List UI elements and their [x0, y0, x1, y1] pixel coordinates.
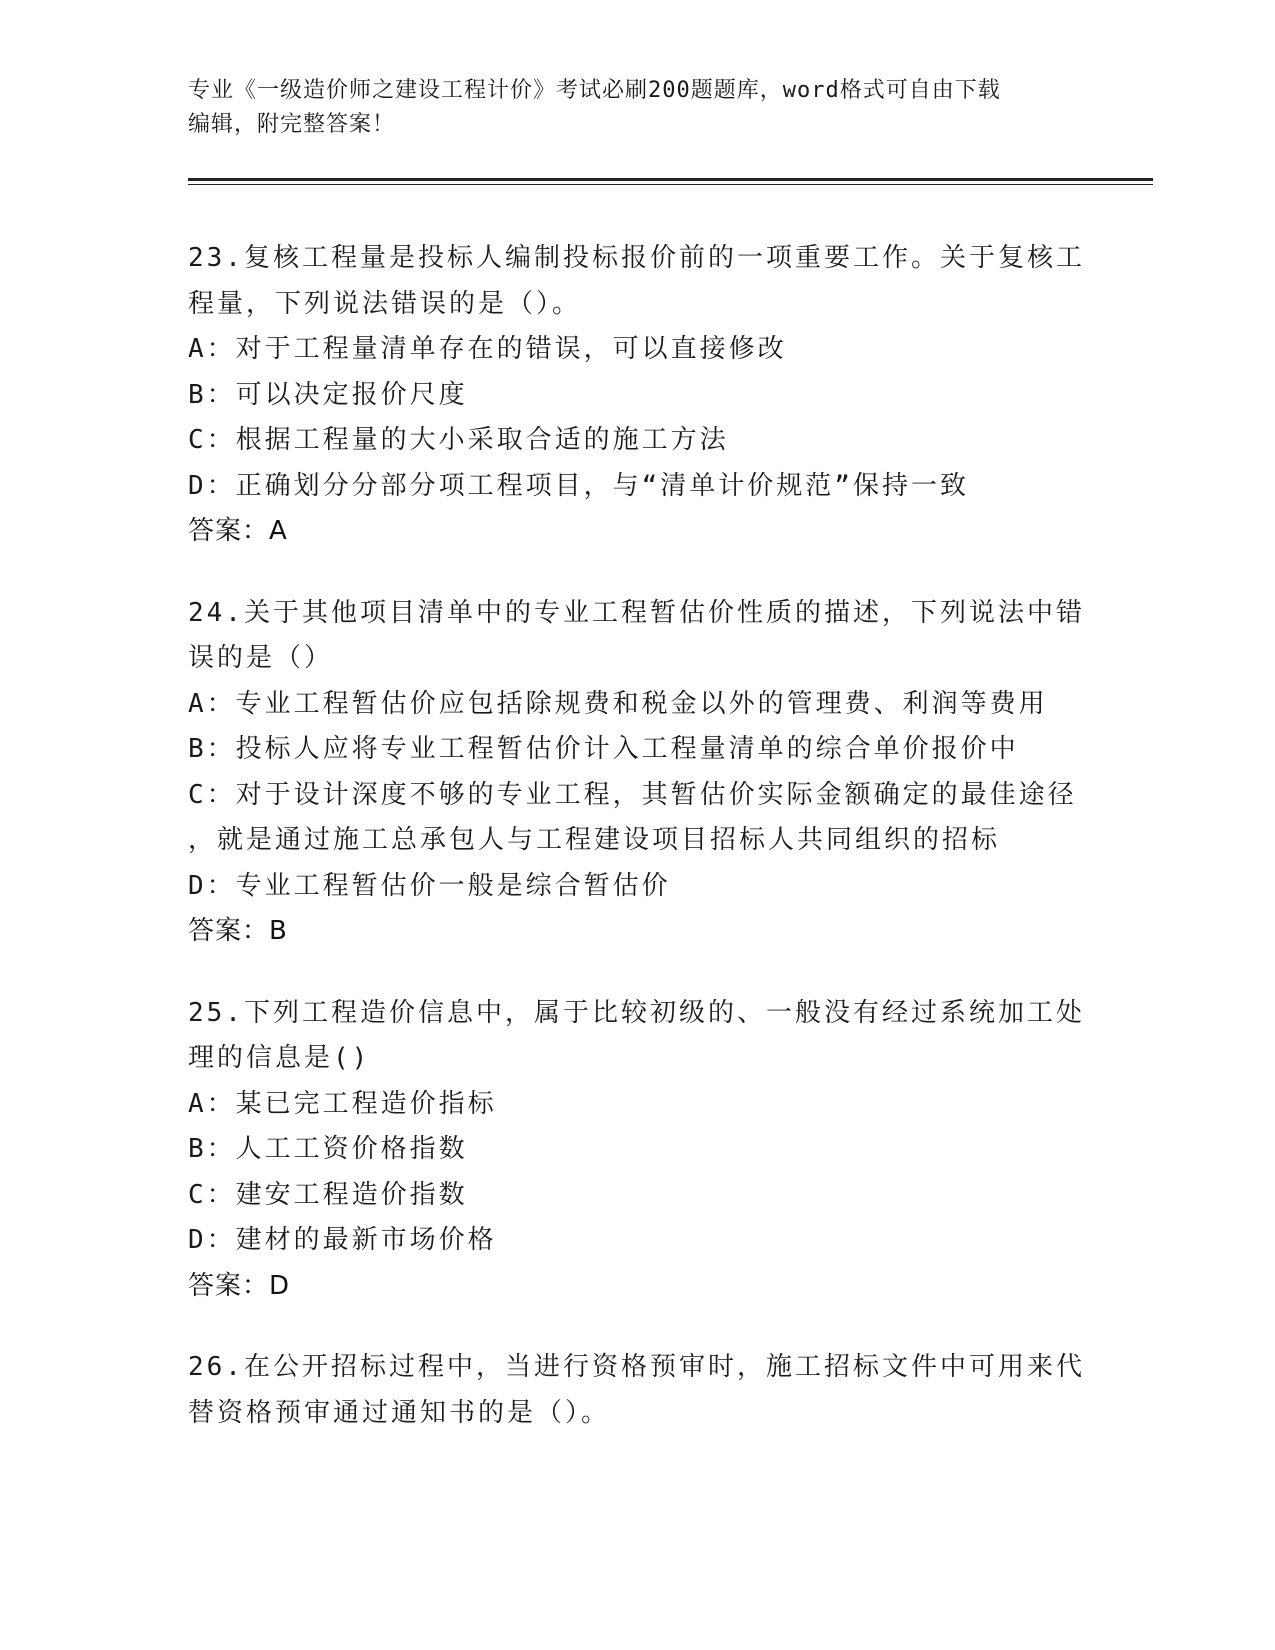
option-b: B：人工工资价格指数 [188, 1134, 468, 1164]
question-24 [188, 591, 1088, 955]
header-divider-thick [188, 178, 1153, 181]
question-stem-line: 理的信息是() [188, 1043, 371, 1073]
answer-label: 答案：D [188, 1270, 291, 1301]
option-d: D：建材的最新市场价格 [188, 1225, 497, 1255]
question-stem-line: 23.复核工程量是投标人编制投标报价前的一项重要工作。关于复核工 [188, 243, 1085, 273]
question-25 [188, 991, 1088, 1310]
option-b: B：投标人应将专业工程暂估价计入工程量清单的综合单价报价中 [188, 734, 1019, 764]
option-a: A：对于工程量清单存在的错误，可以直接修改 [188, 334, 787, 364]
document-header [188, 74, 1088, 142]
question-stem-line: 24.关于其他项目清单中的专业工程暂估价性质的描述，下列说法中错 [188, 597, 1085, 628]
question-stem-line: 替资格预审通过通知书的是（）。 [188, 1397, 611, 1428]
question-stem-line: 26.在公开招标过程中，当进行资格预审时，施工招标文件中可用来代 [188, 1352, 1085, 1382]
answer-label: 答案：A [188, 516, 288, 546]
option-c-continued: ，就是通过施工总承包人与工程建设项目招标人共同组织的招标 [188, 825, 1001, 855]
option-b: B：可以决定报价尺度 [188, 379, 468, 410]
question-23 [188, 236, 1088, 555]
header-line: 专业《一级造价师之建设工程计价》考试必刷200题题库，word格式可自由下载 [188, 78, 1001, 103]
answer-label: 答案：B [188, 916, 288, 946]
question-stem-line: 程量，下列说法错误的是（）。 [188, 288, 582, 319]
option-c: C：对于设计深度不够的专业工程，其暂估价实际金额确定的最佳途径 [188, 779, 1077, 810]
header-line: 编辑，附完整答案！ [188, 112, 396, 137]
option-a: A：专业工程暂估价应包括除规费和税金以外的管理费、利润等费用 [188, 688, 1048, 719]
question-stem-line: 25.下列工程造价信息中，属于比较初级的、一般没有经过系统加工处 [188, 997, 1085, 1028]
header-divider-thin [188, 184, 1153, 185]
question-26 [188, 1345, 1088, 1436]
option-d: D：专业工程暂估价一般是综合暂估价 [188, 870, 671, 901]
option-a: A：某已完工程造价指标 [188, 1088, 497, 1119]
option-d: D：正确划分分部分项工程项目，与“清单计价规范”保持一致 [188, 470, 969, 501]
question-list [188, 236, 1088, 1472]
option-c: C：根据工程量的大小采取合适的施工方法 [188, 425, 729, 455]
option-c: C：建安工程造价指数 [188, 1179, 468, 1210]
question-stem-line: 误的是（） [188, 643, 334, 673]
